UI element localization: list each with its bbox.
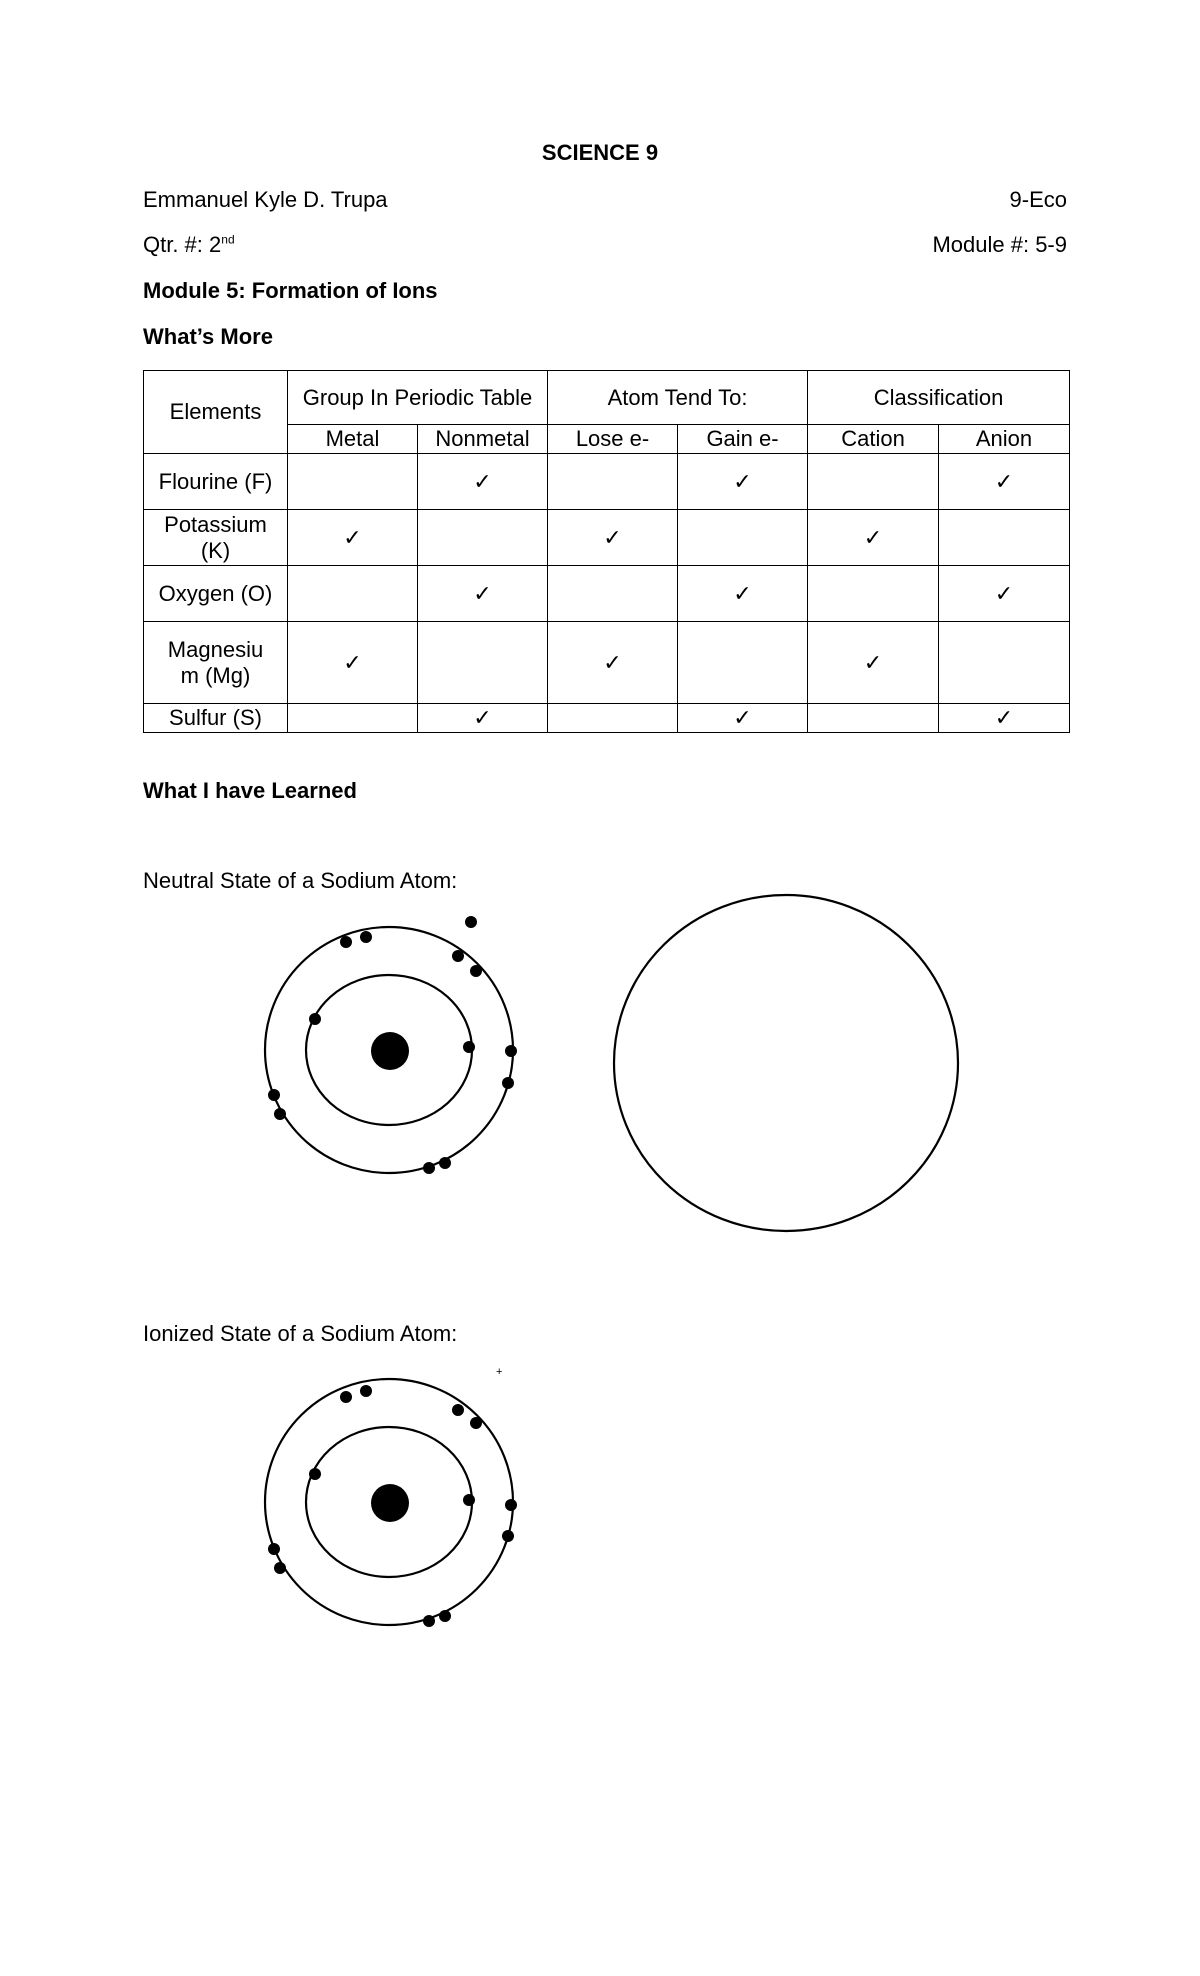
electron	[360, 931, 372, 943]
module-number: Module #: 5-9	[932, 232, 1067, 257]
learned-heading: What I have Learned	[143, 778, 357, 803]
electron	[463, 1041, 475, 1053]
module-title: Module 5: Formation of Ions	[143, 278, 438, 303]
electron	[502, 1077, 514, 1089]
check-cell	[678, 510, 808, 566]
check-cell	[808, 704, 939, 733]
header-tend: Atom Tend To:	[548, 371, 808, 425]
check-cell: ✓	[418, 704, 548, 733]
student-name: Emmanuel Kyle D. Trupa	[143, 187, 388, 212]
header-group: Group In Periodic Table	[288, 371, 548, 425]
subheader-lose: Lose e-	[548, 425, 678, 454]
check-cell	[548, 566, 678, 622]
header-elements: Elements	[144, 371, 288, 454]
electron	[502, 1530, 514, 1542]
electron	[340, 1391, 352, 1403]
empty-circle	[614, 895, 958, 1231]
ionized-label: Ionized State of a Sodium Atom:	[143, 1321, 458, 1346]
ions-table	[143, 370, 1070, 733]
subheader-cation: Cation	[808, 425, 939, 454]
check-cell: ✓	[808, 622, 939, 704]
ionized-sodium-atom	[265, 1379, 513, 1625]
ionized-inner-shell	[306, 1427, 472, 1577]
electron	[452, 950, 464, 962]
section: 9-Eco	[1009, 187, 1067, 212]
electron	[470, 965, 482, 977]
neutral-label: Neutral State of a Sodium Atom:	[143, 868, 458, 893]
check-cell: ✓	[939, 454, 1070, 510]
electron	[463, 1494, 475, 1506]
check-cell	[288, 566, 418, 622]
electron	[439, 1610, 451, 1622]
ion-charge: +	[496, 1366, 503, 1378]
check-cell: ✓	[678, 704, 808, 733]
element-name: Oxygen (O)	[144, 566, 288, 622]
table-row	[144, 454, 1070, 510]
electron	[360, 1385, 372, 1397]
element-name: Sulfur (S)	[144, 704, 288, 733]
electron	[423, 1162, 435, 1174]
subheader-anion: Anion	[939, 425, 1070, 454]
check-cell	[939, 622, 1070, 704]
whats-more-heading: What’s More	[143, 324, 273, 349]
table-row	[144, 566, 1070, 622]
check-cell: ✓	[808, 510, 939, 566]
electron	[439, 1157, 451, 1169]
check-cell: ✓	[678, 454, 808, 510]
check-cell	[548, 454, 678, 510]
check-cell: ✓	[418, 454, 548, 510]
check-cell	[418, 622, 548, 704]
quarter-label: Qtr. #: 2	[143, 232, 222, 257]
electron	[274, 1108, 286, 1120]
check-cell: ✓	[939, 704, 1070, 733]
check-cell	[288, 454, 418, 510]
quarter	[143, 232, 235, 258]
subheader-nonmetal: Nonmetal	[418, 425, 548, 454]
electron	[505, 1499, 517, 1511]
check-cell: ✓	[548, 622, 678, 704]
neutral-sodium-atom	[265, 927, 513, 1173]
check-cell: ✓	[288, 622, 418, 704]
electron	[274, 1562, 286, 1574]
check-cell: ✓	[418, 566, 548, 622]
neutral-inner-shell	[306, 975, 472, 1125]
neutral-electrons	[268, 916, 517, 1174]
table-row	[144, 510, 1070, 566]
ionized-nucleus	[371, 1484, 409, 1522]
check-cell: ✓	[678, 566, 808, 622]
check-cell	[288, 704, 418, 733]
electron	[470, 1417, 482, 1429]
quarter-sup: nd	[221, 232, 235, 247]
neutral-nucleus	[371, 1032, 409, 1070]
electron	[423, 1615, 435, 1627]
check-cell	[418, 510, 548, 566]
subheader-metal: Metal	[288, 425, 418, 454]
table-row	[144, 704, 1070, 733]
check-cell: ✓	[548, 510, 678, 566]
electron	[268, 1543, 280, 1555]
ionized-electrons	[268, 1385, 517, 1627]
electron	[268, 1089, 280, 1101]
check-cell	[808, 566, 939, 622]
electron	[465, 916, 477, 928]
check-cell	[808, 454, 939, 510]
electron	[340, 936, 352, 948]
element-name: Magnesiu m (Mg)	[144, 622, 288, 704]
header-classification: Classification	[808, 371, 1070, 425]
check-cell	[678, 622, 808, 704]
electron	[309, 1013, 321, 1025]
element-name: Potassium (K)	[144, 510, 288, 566]
electron	[309, 1468, 321, 1480]
subheader-gain: Gain e-	[678, 425, 808, 454]
element-name: Flourine (F)	[144, 454, 288, 510]
electron	[452, 1404, 464, 1416]
neutral-outer-shell	[265, 927, 513, 1173]
check-cell: ✓	[288, 510, 418, 566]
ionized-outer-shell	[265, 1379, 513, 1625]
check-cell: ✓	[939, 566, 1070, 622]
electron	[505, 1045, 517, 1057]
page-title: SCIENCE 9	[541, 140, 659, 165]
check-cell	[548, 704, 678, 733]
check-cell	[939, 510, 1070, 566]
table-row	[144, 622, 1070, 704]
